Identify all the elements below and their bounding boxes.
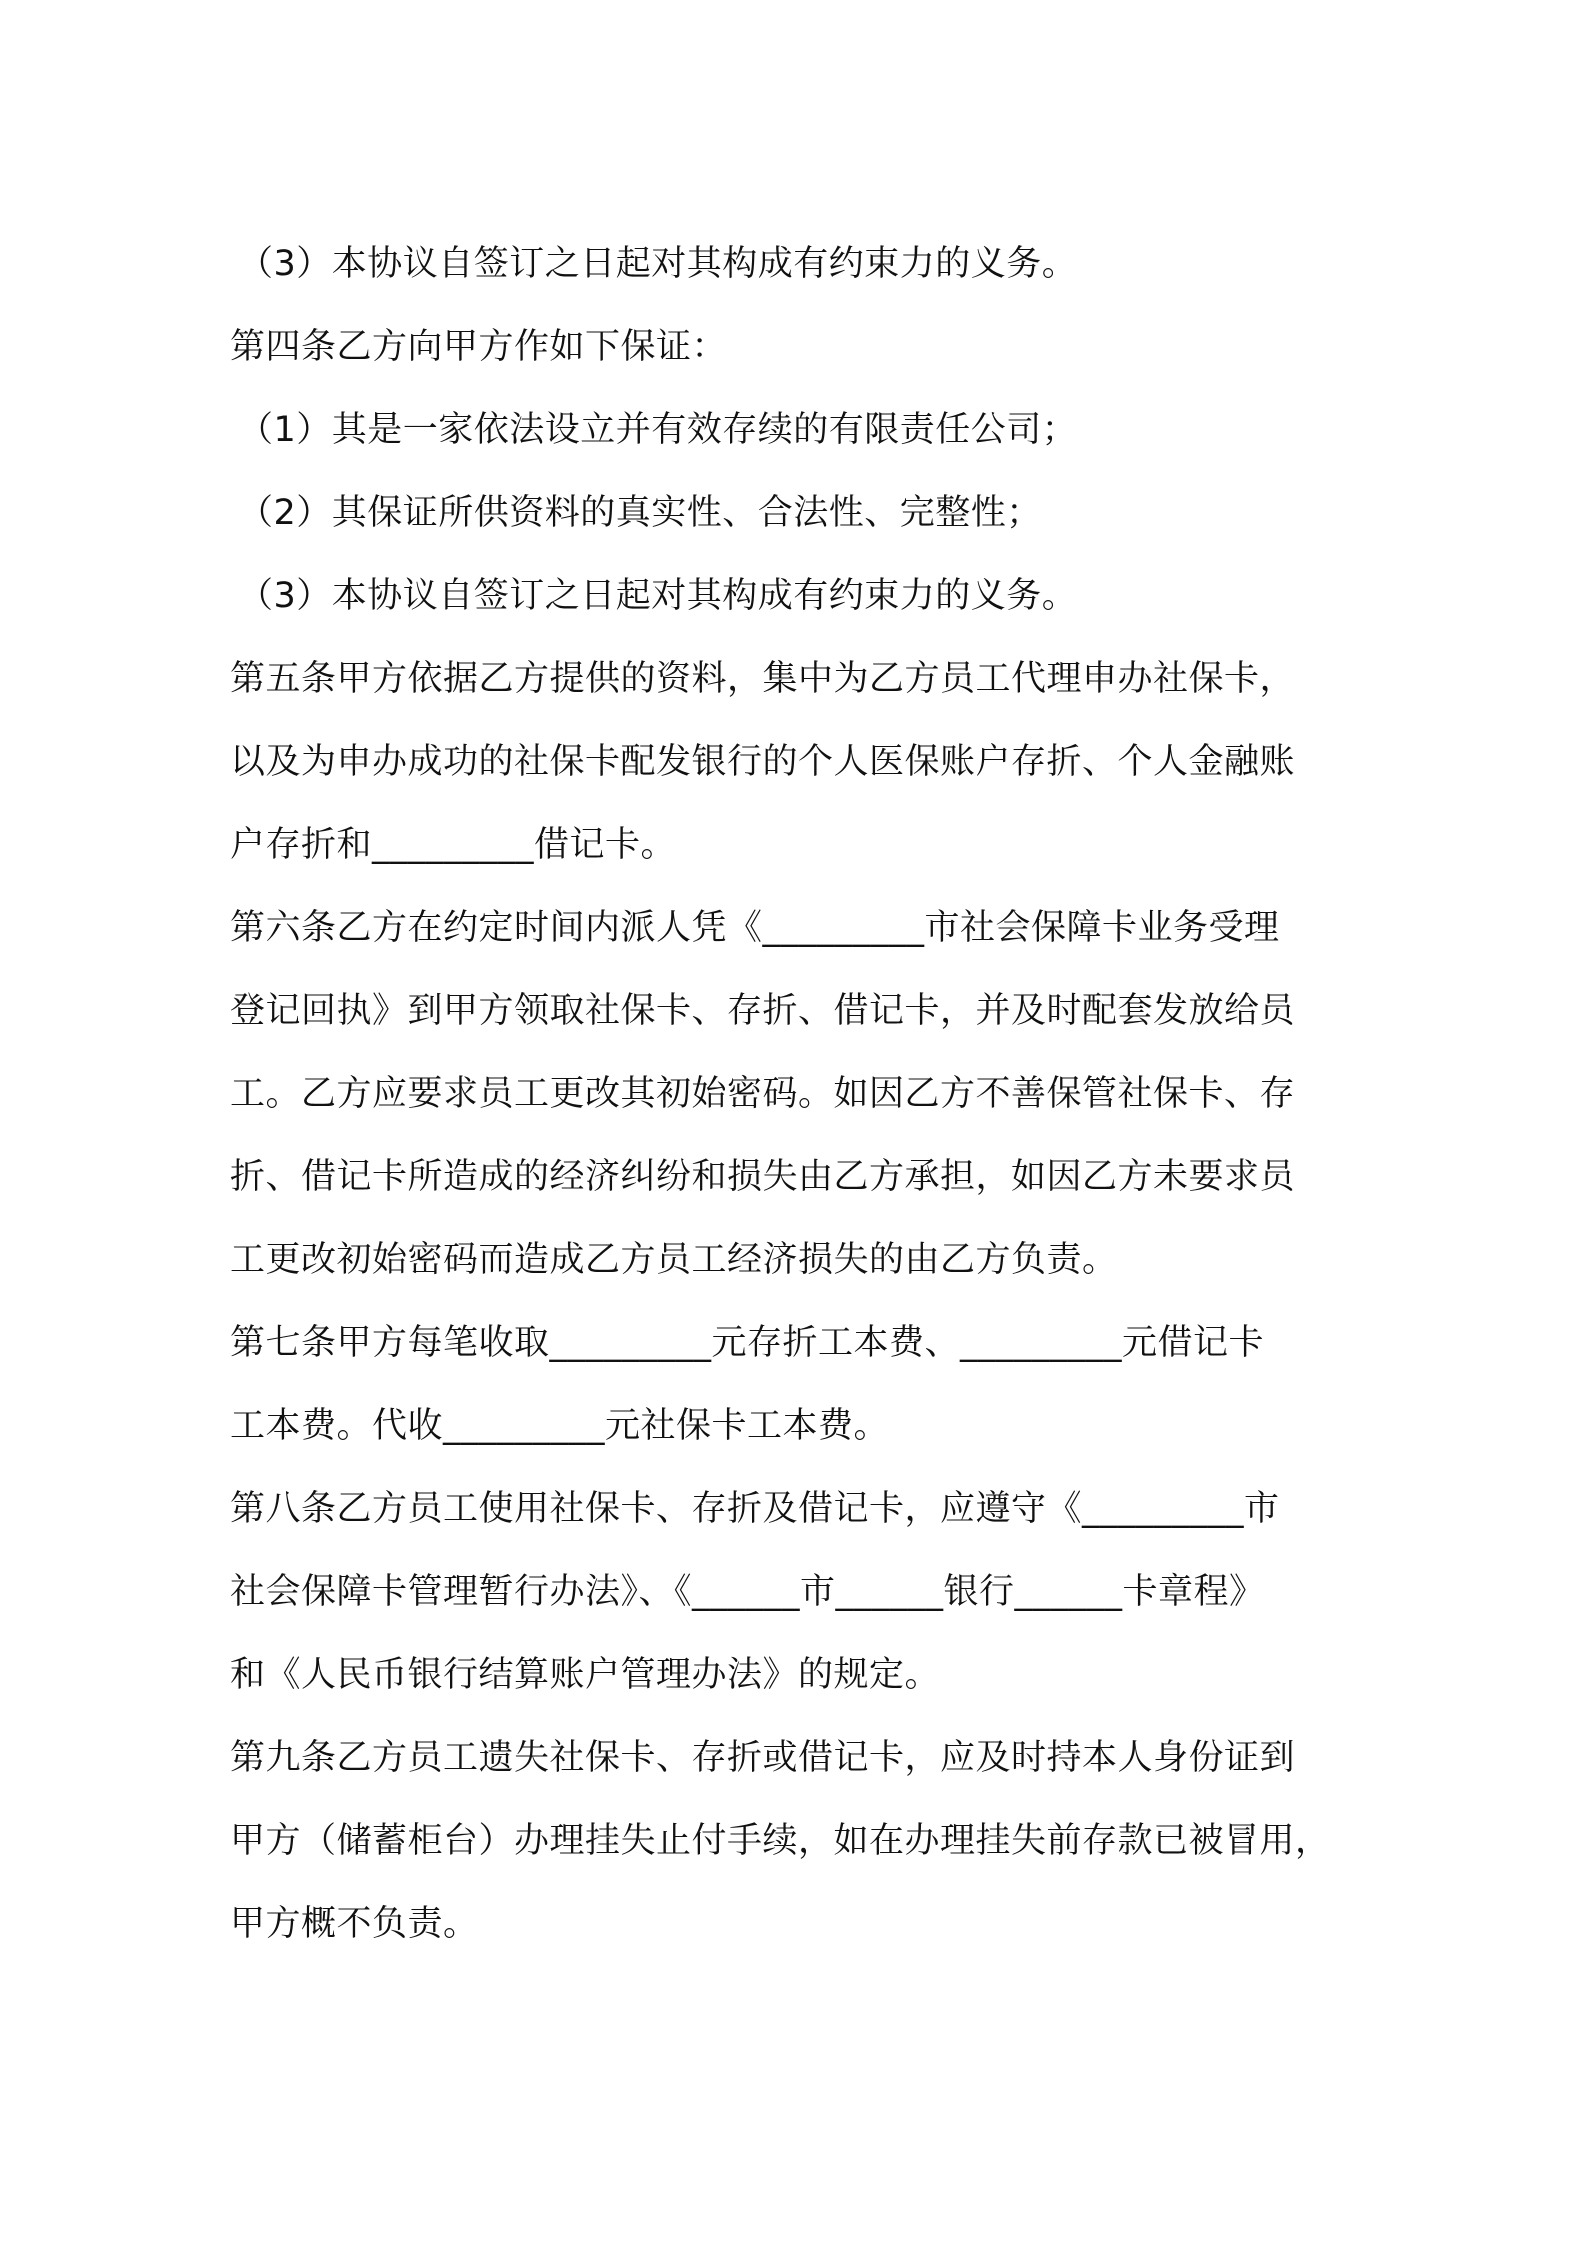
- text-line: 折、借记卡所造成的经济纠纷和损失由乙方承担，如因乙方未要求员: [230, 1157, 1296, 1197]
- text-line: 和《人民币银行结算账户管理办法》的规定。: [230, 1655, 941, 1695]
- text-line: 工。乙方应要求员工更改其初始密码。如因乙方不善保管社保卡、存: [230, 1074, 1296, 1114]
- text-line: （2）其保证所供资料的真实性、合法性、完整性；: [238, 493, 1042, 533]
- text-line: （1）其是一家依法设立并有效存续的有限责任公司；: [238, 410, 1078, 450]
- text-line: 户存折和_________借记卡。: [230, 825, 677, 865]
- text-line: 工更改初始密码而造成乙方员工经济损失的由乙方负责。: [230, 1240, 1118, 1280]
- text-line: （3）本协议自签订之日起对其构成有约束力的义务。: [238, 244, 1078, 284]
- text-line: （3）本协议自签订之日起对其构成有约束力的义务。: [238, 576, 1078, 616]
- text-line: 以及为申办成功的社保卡配发银行的个人医保账户存折、个人金融账: [230, 742, 1296, 782]
- text-line: 第八条乙方员工使用社保卡、存折及借记卡，应遵守《_________市: [230, 1489, 1280, 1529]
- text-line: 第五条甲方依据乙方提供的资料，集中为乙方员工代理申办社保卡，: [230, 659, 1296, 699]
- text-line: 第六条乙方在约定时间内派人凭《_________市社会保障卡业务受理: [230, 908, 1280, 948]
- text-line: 第七条甲方每笔收取_________元存折工本费、_________元借记卡: [230, 1323, 1265, 1363]
- text-line: 工本费。代收_________元社保卡工本费。: [230, 1406, 890, 1446]
- text-line: 甲方概不负责。: [230, 1904, 479, 1944]
- text-line: 社会保障卡管理暂行办法》、《______市______银行______卡章程》: [230, 1572, 1265, 1612]
- text-line: 第四条乙方向甲方作如下保证：: [230, 327, 728, 367]
- text-line: 甲方（储蓄柜台）办理挂失止付手续，如在办理挂失前存款已被冒用，: [230, 1821, 1331, 1861]
- text-line: 第九条乙方员工遗失社保卡、存折或借记卡，应及时持本人身份证到: [230, 1738, 1296, 1778]
- text-line: 登记回执》到甲方领取社保卡、存折、借记卡，并及时配套发放给员: [230, 991, 1296, 1031]
